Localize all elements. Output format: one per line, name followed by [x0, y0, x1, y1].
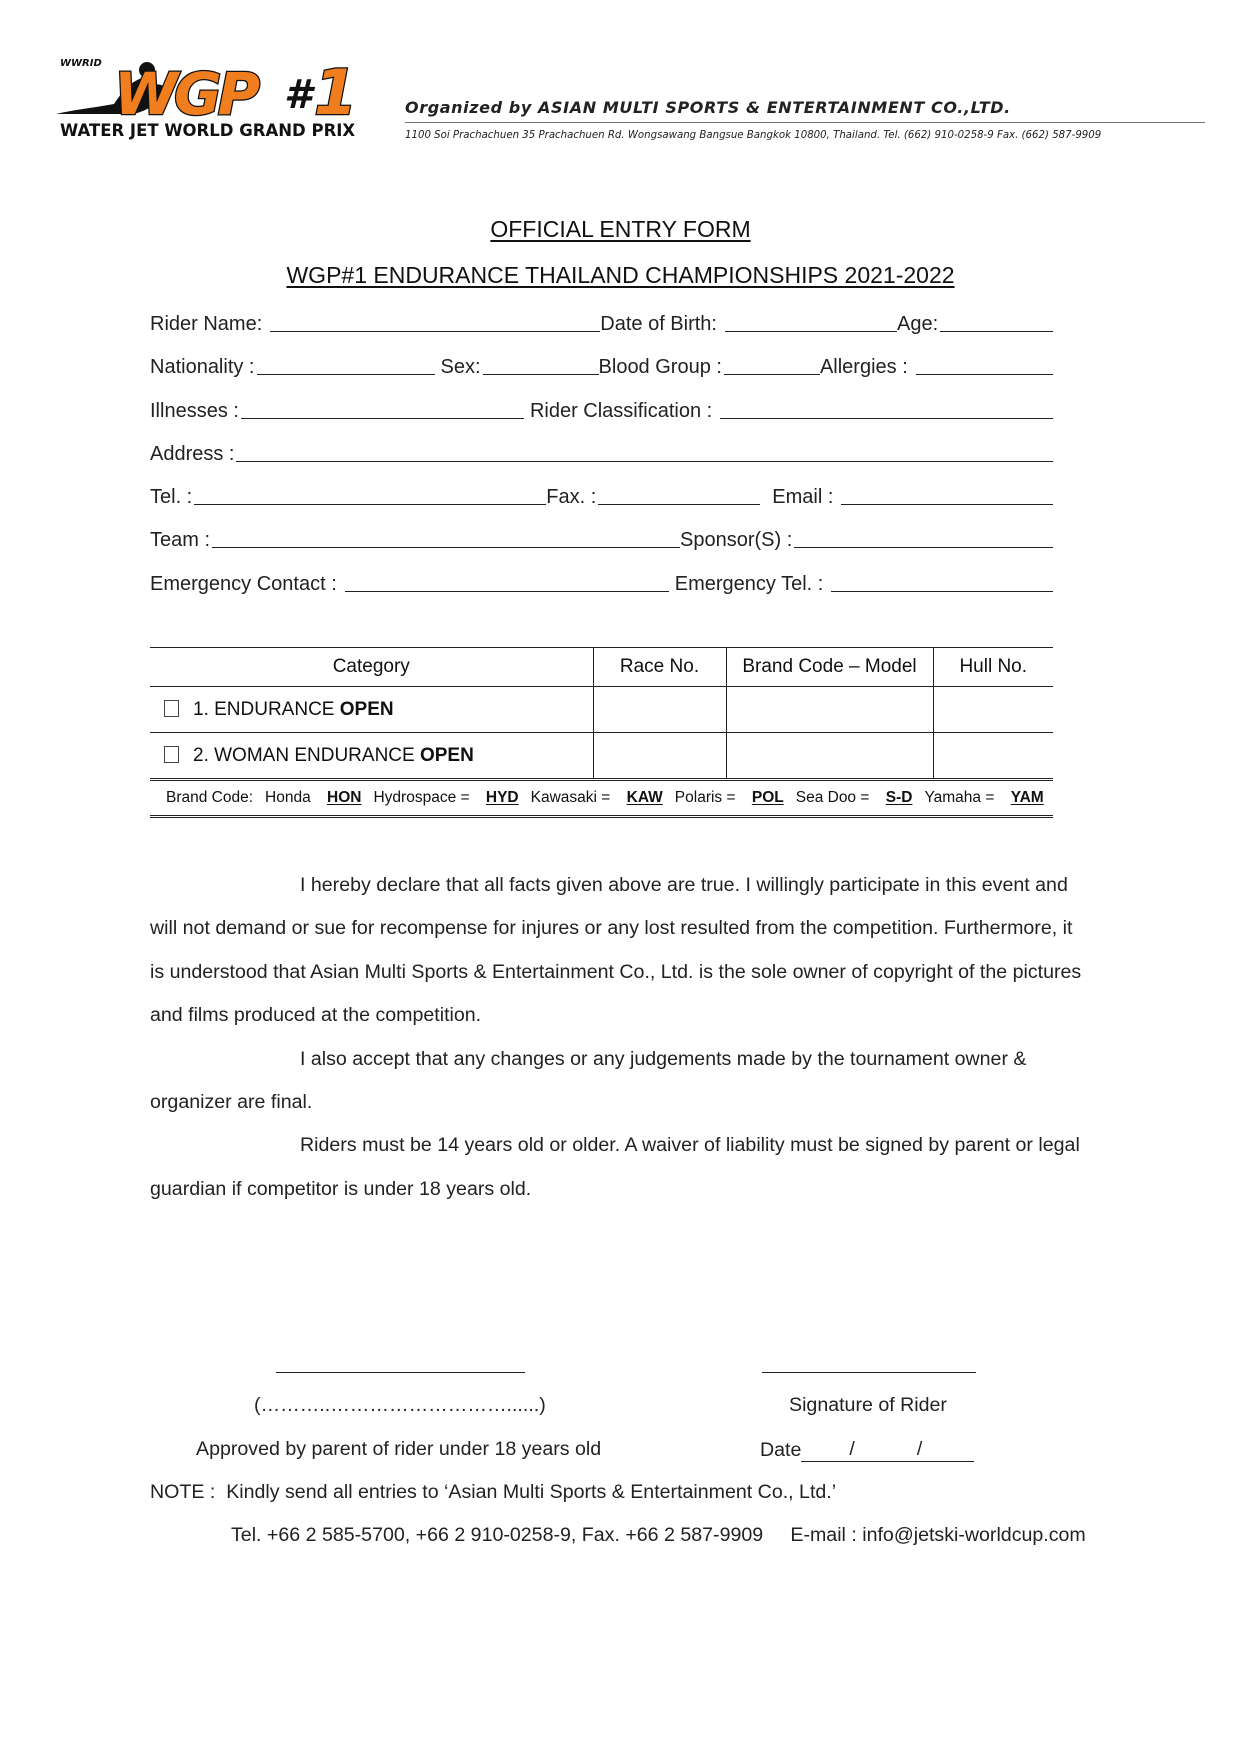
rider-name-label: Rider Name: — [150, 313, 263, 335]
category-label: 1. ENDURANCE — [193, 698, 340, 720]
svg-text:#: # — [284, 72, 312, 118]
illnesses-label: Illnesses : — [150, 400, 239, 422]
rider-signature-line[interactable] — [762, 1372, 976, 1373]
race-no-cell[interactable] — [593, 687, 726, 733]
brand-item: Honda HON — [265, 789, 362, 806]
woman-endurance-open-checkbox[interactable] — [164, 746, 179, 763]
declaration-p3: Riders must be 14 years old or older. A waiver of liability must be signed by parent or legal guardian if competitor is under 18 years old. — [150, 1134, 1080, 1200]
category-cell — [150, 687, 593, 733]
row-rider — [150, 305, 1053, 335]
declaration-p1: I hereby declare that all facts given above are true. I willingly participate in this event and will not demand or sue for recompense for injures or any lost resulted from the competition. Furthermore, it is understood that Asian Multi Sports & Entertainment Co., Ltd. is the sole owner of copyright of the pictures and films produced at the competition. — [150, 874, 1082, 1027]
classification-label: Rider Classification : — [529, 400, 713, 422]
email-field[interactable] — [841, 504, 1053, 505]
rider-signature-caption: Signature of Rider — [789, 1394, 947, 1416]
parent-signature-line[interactable] — [276, 1372, 525, 1373]
form-title: OFFICIAL ENTRY FORM — [490, 216, 751, 242]
dob-field[interactable] — [725, 331, 897, 332]
organizer-line: Organized by ASIAN MULTI SPORTS & ENTERTAINMENT CO.,LTD. — [405, 98, 1011, 117]
date-day-field[interactable] — [801, 1441, 849, 1462]
table-row — [150, 687, 1053, 733]
emergency-contact-label: Emergency Contact : — [150, 573, 337, 595]
col-brand-code: Brand Code – Model — [726, 648, 933, 687]
col-category: Category — [150, 648, 593, 687]
allergies-label: Allergies : — [819, 356, 908, 378]
fax-field[interactable] — [598, 504, 760, 505]
category-table — [150, 647, 1053, 779]
brand-item: Kawasaki = KAW — [530, 789, 663, 806]
date-month-field[interactable] — [855, 1441, 917, 1462]
endurance-open-checkbox[interactable] — [164, 700, 179, 717]
sponsor-label: Sponsor(S) : — [680, 529, 793, 551]
team-field[interactable] — [212, 547, 680, 548]
brand-item: Polaris = POL — [674, 789, 784, 806]
address-label: Address : — [150, 443, 235, 465]
team-label: Team : — [150, 529, 211, 551]
svg-text:WWRID: WWRID — [60, 58, 102, 69]
sex-label: Sex: — [440, 356, 481, 378]
hull-no-cell[interactable] — [933, 687, 1053, 733]
sex-field[interactable] — [483, 374, 599, 375]
row-emergency — [150, 565, 1053, 595]
brand-code-legend — [150, 778, 1053, 818]
blood-group-field[interactable] — [724, 374, 820, 375]
brand-code-label: Brand Code: — [166, 789, 254, 806]
emergency-contact-field[interactable] — [345, 591, 669, 592]
table-row — [150, 733, 1053, 779]
organizer-address: 1100 Soi Prachachuen 35 Prachachuen Rd. Wongsawang Bangsue Bangkok 10800, Thailand. Tel. (662) 910-0258-9 Fax. (662) 587-9909 — [405, 130, 1102, 141]
email-label: Email : — [772, 486, 834, 508]
table-header-row — [150, 648, 1053, 687]
row-team — [150, 521, 1053, 551]
category-cell — [150, 733, 593, 779]
emergency-tel-field[interactable] — [831, 591, 1053, 592]
allergies-field[interactable] — [916, 374, 1053, 375]
col-hull-no: Hull No. — [933, 648, 1053, 687]
date-label: Date — [760, 1439, 802, 1461]
declaration-p2: I also accept that any changes or any judgements made by the tournament owner & organizer are final. — [150, 1047, 1027, 1114]
rider-name-field[interactable] — [270, 331, 600, 332]
col-race-no: Race No. — [593, 648, 726, 687]
sponsor-field[interactable] — [794, 547, 1053, 548]
blood-group-label: Blood Group : — [598, 356, 722, 378]
nationality-field[interactable] — [257, 374, 435, 375]
row-nationality — [150, 348, 1053, 378]
note-line-1: NOTE : Kindly send all entries to ‘Asian Multi Sports & Entertainment Co., Ltd.’ — [150, 1481, 837, 1503]
race-no-cell[interactable] — [593, 733, 726, 779]
classification-field[interactable] — [720, 418, 1053, 419]
note-line-2: Tel. +66 2 585-5700, +66 2 910-0258-9, Fax. +66 2 587-9909 E-mail : info@jetski-worldcup.com — [231, 1524, 1086, 1546]
illnesses-field[interactable] — [241, 418, 524, 419]
nationality-label: Nationality : — [150, 356, 255, 378]
row-contact — [150, 478, 1053, 508]
header-divider — [405, 122, 1205, 123]
row-address — [150, 435, 1053, 465]
tel-label: Tel. : — [150, 486, 193, 508]
declaration — [150, 864, 1090, 1211]
category-suffix: OPEN — [419, 744, 474, 766]
date-field: Date / / — [760, 1438, 974, 1462]
parent-approval-caption: Approved by parent of rider under 18 years old — [196, 1438, 602, 1460]
date-year-field[interactable] — [922, 1441, 974, 1462]
brand-item: Sea Doo = S-D — [795, 789, 913, 806]
svg-text:1: 1 — [314, 56, 358, 129]
category-label: 2. WOMAN ENDURANCE — [193, 744, 420, 766]
parent-name-field[interactable]: (………..………………………......) — [254, 1394, 546, 1416]
tel-field[interactable] — [194, 504, 546, 505]
row-illnesses — [150, 392, 1053, 422]
emergency-tel-label: Emergency Tel. : — [674, 573, 824, 595]
event-title: WGP#1 ENDURANCE THAILAND CHAMPIONSHIPS 2021-2022 — [286, 262, 955, 288]
brand-code-cell[interactable] — [726, 733, 933, 779]
brand-code-cell[interactable] — [726, 687, 933, 733]
address-field[interactable] — [236, 461, 1053, 462]
age-field[interactable] — [940, 331, 1053, 332]
category-suffix: OPEN — [339, 698, 394, 720]
svg-text:WGP: WGP — [114, 60, 257, 128]
dob-label: Date of Birth: — [600, 313, 717, 335]
hull-no-cell[interactable] — [933, 733, 1053, 779]
age-label: Age: — [896, 313, 939, 335]
fax-label: Fax. : — [546, 486, 597, 508]
wgp-logo — [52, 52, 382, 152]
brand-item: Yamaha = YAM — [924, 789, 1044, 806]
brand-item: Hydrospace = HYD — [373, 789, 519, 806]
logo-tagline: WATER JET WORLD GRAND PRIX — [60, 121, 356, 140]
